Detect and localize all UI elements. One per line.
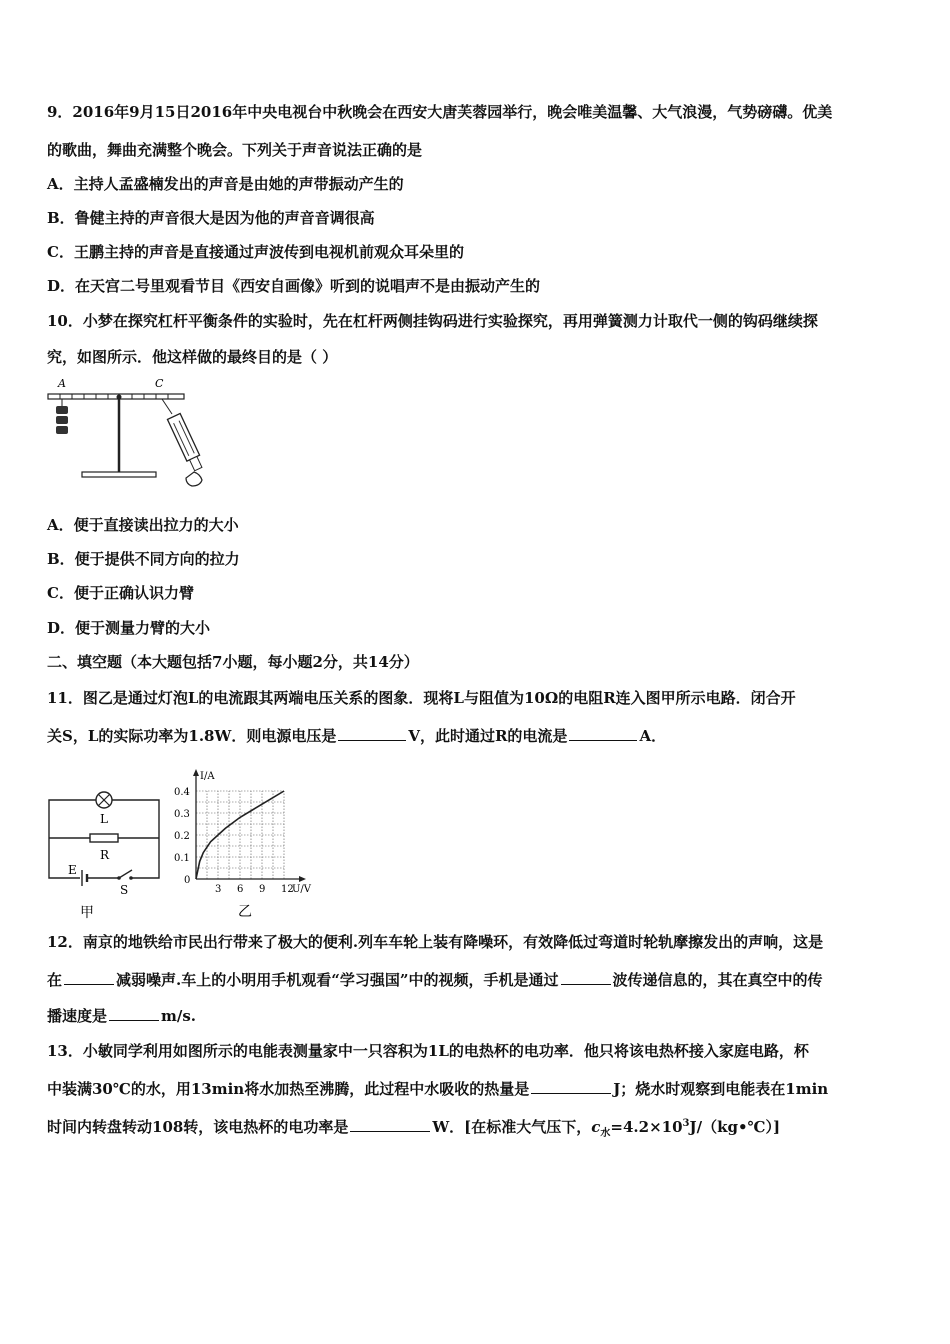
lever-bar [48,394,184,399]
x-tick-label: 6 [237,884,244,895]
x-tick-label: 9 [259,884,266,895]
q10-option-b: B．便于提供不同方向的拉力 [47,550,240,568]
graph-grid [196,791,284,879]
resistor-icon [90,834,118,842]
q13-line1: 13．小敏同学利用如图所示的电能表测量家中一只容积为1L的电热杯的电功率．他只将该电热杯接入家庭电路，杯 [47,1042,809,1060]
q9-option-b: B．鲁健主持的声音很大是因为他的声音音调很高 [47,209,375,227]
q13-text-e: =4.2×10 [610,1118,683,1136]
q10-stem-line1: 10．小梦在探究杠杆平衡条件的实验时，先在杠杆两侧挂钩码进行实验探究，再用弹簧测力计取代一侧的钩码继续探 [47,312,818,330]
q11-blank-current[interactable] [569,725,637,741]
q13-blank-heat[interactable] [531,1078,611,1094]
q10-stem-line2: 究，如图所示．他这样做的最终目的是（ ） [47,348,338,366]
q9-option-c: C．王鹏主持的声音是直接通过声波传到电视机前观众耳朵里的 [47,243,464,261]
q9-option-a: A．主持人孟盛楠发出的声音是由她的声带振动产生的 [47,175,404,193]
q13-blank-power[interactable] [350,1116,430,1132]
q13-text-b: J；烧水时观察到电能表在1min [613,1080,829,1098]
q12-blank-wave[interactable] [561,969,611,985]
hand-icon [186,472,202,486]
graph-caption: 乙 [238,904,252,920]
x-tick-label: 3 [215,884,222,895]
switch-icon [117,870,133,880]
q10-option-d: D．便于测量力臂的大小 [47,619,211,637]
lever-label-c: C [155,377,164,390]
origin-label: 0 [184,875,191,886]
q12-blank-speed[interactable] [109,1005,159,1021]
battery-icon [82,870,87,886]
section2-title: 二、填空题（本大题包括7小题，每小题2分，共14分） [47,653,419,671]
x-axis-label: U/V [292,884,312,895]
lever-label-a: A [58,377,66,390]
q12-text-c: 波传递信息的，其在真空中的传 [612,971,823,989]
q13-text-f: J/（kg•℃）] [689,1118,781,1136]
stand-base [82,472,156,477]
q9-stem-line2: 的歌曲，舞曲充满整个晚会。下列关于声音说法正确的是 [47,141,423,159]
c-subscript: 水 [600,1128,611,1139]
circuit-caption: 甲 [80,905,94,920]
y-axis-arrow [193,769,199,776]
lever-figure [44,376,224,500]
switch-label: S [120,883,129,897]
spring-scale [167,414,204,472]
lamp-icon [96,792,112,808]
exponent: 3 [682,1118,690,1129]
y-axis-label: I/A [200,771,215,782]
y-tick-label: 0.1 [174,853,190,864]
q13-text-c: 时间内转盘转动108转，该电热杯的电功率是 [47,1118,349,1136]
q12-line1: 12．南京的地铁给市民出行带来了极大的便利.列车车轮上装有降噪环，有效降低过弯道时轮轨摩擦发出的声响，这是 [47,933,824,951]
q11-text-b: V，此时通过R的电流是 [408,727,568,745]
q11-text-a: 关S，L的实际功率为1.8W．则电源电压是 [47,727,337,745]
resistor-label: R [100,848,110,862]
q12-text-e: m/s. [161,1007,197,1025]
y-tick-label: 0.3 [174,809,190,820]
y-tick-label: 0.2 [174,831,190,842]
q12-text-a: 在 [47,971,63,989]
iv-graph [168,762,328,920]
circuit-diagram [40,784,170,920]
lamp-label: L [100,812,108,826]
q12-blank-location[interactable] [64,969,114,985]
q9-stem-line1: 9．2016年9月15日2016年中央电视台中秋晚会在西安大唐芙蓉园举行，晚会唯美温馨、大气浪漫，气势磅礴。优美 [47,103,833,121]
q12-text-b: 减弱噪声.车上的小明用手机观看“学习强国”中的视频，手机是通过 [116,971,559,989]
q13-line3 [47,1114,780,1144]
q11-text-c: A． [639,727,667,745]
q13-line2 [47,1078,828,1099]
c-symbol: c [591,1118,601,1136]
q13-text-d: W．[在标准大气压下， [432,1118,592,1136]
q12-text-d: 播速度是 [47,1007,108,1025]
x-axis-arrow [299,876,306,882]
q12-line3 [47,1005,196,1026]
battery-label: E [68,863,77,877]
hanging-weights [56,406,68,434]
x-tick-label: 12 [281,884,294,895]
q10-option-a: A．便于直接读出拉力的大小 [47,516,239,534]
q13-text-a: 中装满30℃的水，用13min将水加热至沸腾，此过程中水吸收的热量是 [47,1080,530,1098]
q11-stem-line1: 11．图乙是通过灯泡L的电流跟其两端电压关系的图象．现将L与阻值为10Ω的电阻R连入图甲所示电路．闭合开 [47,689,796,707]
q12-line2 [47,969,823,990]
q10-option-c: C．便于正确认识力臂 [47,584,194,602]
q9-option-d: D．在天宫二号里观看节目《西安自画像》听到的说唱声不是由振动产生的 [47,277,541,295]
y-tick-label: 0.4 [174,787,190,798]
q11-blank-voltage[interactable] [338,725,406,741]
pivot [117,395,122,400]
q11-stem-line2 [47,725,666,746]
